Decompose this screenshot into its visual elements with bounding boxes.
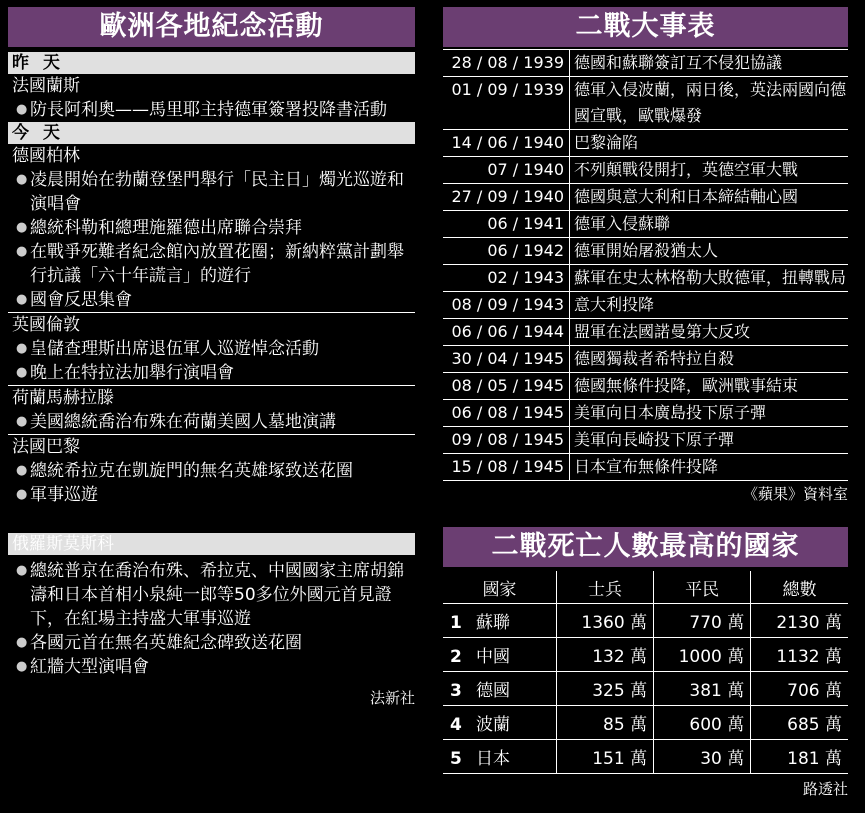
event-item bbox=[8, 98, 415, 122]
timeline-date: 06 / 08 / 1945 bbox=[443, 400, 570, 426]
event-text: 總統普京在喬治布殊、希拉克、中國國家主席胡錦濤和日本首相小泉純一郎等50多位外國元首見證下，在紅場主持盛大軍事巡遊 bbox=[30, 561, 404, 629]
country-cell bbox=[443, 706, 556, 740]
total-cell: 2130 萬 bbox=[751, 604, 848, 638]
bullet-icon: ● bbox=[16, 414, 28, 429]
yesterday-section bbox=[8, 74, 415, 122]
place-heading-moscow: 俄羅斯莫斯科 bbox=[8, 533, 415, 555]
table-row bbox=[443, 672, 848, 706]
event-item bbox=[8, 288, 415, 312]
bullet-icon: ● bbox=[16, 365, 28, 380]
timeline-date: 30 / 04 / 1945 bbox=[443, 346, 570, 372]
total-cell: 685 萬 bbox=[751, 706, 848, 740]
events-title: 歐洲各地紀念活動 bbox=[8, 7, 415, 47]
timeline-event: 德國與意大利和日本締結軸心國 bbox=[574, 187, 799, 206]
timeline-event: 德軍入侵蘇聯 bbox=[574, 214, 671, 233]
timeline-row bbox=[443, 427, 848, 454]
timeline-date: 15 / 08 / 1945 bbox=[443, 454, 570, 480]
timeline-date: 02 / 1943 bbox=[443, 265, 570, 291]
table-header-row bbox=[443, 571, 848, 604]
timeline-row bbox=[443, 211, 848, 238]
table-row bbox=[443, 604, 848, 638]
place-heading: 荷蘭馬赫拉滕 bbox=[8, 385, 415, 410]
rank-number: 1 bbox=[450, 613, 462, 633]
timeline-row bbox=[443, 265, 848, 292]
event-item bbox=[8, 655, 415, 679]
event-item bbox=[8, 168, 415, 216]
country-name: 波蘭 bbox=[476, 715, 510, 735]
soldiers-cell: 132 萬 bbox=[556, 638, 653, 672]
moscow-section bbox=[8, 559, 415, 679]
timeline-event: 德軍入侵波蘭，兩日後，英法兩國向德國宣戰，歐戰爆發 bbox=[574, 80, 847, 125]
timeline-event: 德國和蘇聯簽訂互不侵犯協議 bbox=[574, 53, 783, 72]
bullet-icon: ● bbox=[16, 244, 28, 259]
soldiers-cell: 85 萬 bbox=[556, 706, 653, 740]
bullet-icon: ● bbox=[16, 659, 28, 674]
event-text: 凌晨開始在勃蘭登堡門舉行「民主日」燭光巡遊和演唱會 bbox=[30, 170, 404, 214]
table-row bbox=[443, 638, 848, 672]
country-cell bbox=[443, 638, 556, 672]
deaths-title: 二戰死亡人數最高的國家 bbox=[443, 527, 848, 567]
event-text: 美國總統喬治布殊在荷蘭美國人墓地演講 bbox=[30, 412, 336, 432]
soldiers-cell: 151 萬 bbox=[556, 740, 653, 774]
timeline-event: 德國獨裁者希特拉自殺 bbox=[574, 349, 735, 368]
timeline-row bbox=[443, 77, 848, 130]
place-heading: 法國蘭斯 bbox=[12, 76, 80, 96]
table-row bbox=[443, 706, 848, 740]
bullet-icon: ● bbox=[16, 341, 28, 356]
timeline-event: 美軍向長崎投下原子彈 bbox=[574, 430, 735, 449]
bullet-icon: ● bbox=[16, 172, 28, 187]
event-text: 防長阿利奧——馬里耶主持德軍簽署投降書活動 bbox=[30, 100, 387, 120]
timeline-event: 德國無條件投降，歐洲戰事結束 bbox=[574, 376, 799, 395]
rank-number: 3 bbox=[450, 681, 462, 701]
timeline-event: 意大利投降 bbox=[574, 295, 655, 314]
source-credit: 法新社 bbox=[369, 689, 415, 707]
timeline-date: 09 / 08 / 1945 bbox=[443, 427, 570, 453]
timeline-event: 日本宣布無條件投降 bbox=[574, 457, 719, 476]
country-cell bbox=[443, 672, 556, 706]
event-item bbox=[8, 459, 415, 483]
event-item bbox=[8, 240, 415, 288]
timeline-row bbox=[443, 157, 848, 184]
civilians-cell: 600 萬 bbox=[654, 706, 751, 740]
timeline-row bbox=[443, 319, 848, 346]
event-item bbox=[8, 216, 415, 240]
soldiers-cell: 1360 萬 bbox=[556, 604, 653, 638]
event-text: 各國元首在無名英雄紀念碑致送花圈 bbox=[30, 633, 302, 653]
total-cell: 706 萬 bbox=[751, 672, 848, 706]
place-heading: 法國巴黎 bbox=[8, 434, 415, 459]
event-item bbox=[8, 337, 415, 361]
timeline-row bbox=[443, 184, 848, 211]
timeline-event: 蘇軍在史太林格勒大敗德軍，扭轉戰局 bbox=[574, 268, 847, 287]
timeline-table bbox=[443, 49, 848, 481]
timeline-row bbox=[443, 400, 848, 427]
timeline-date: 07 / 1940 bbox=[443, 157, 570, 183]
event-item bbox=[8, 483, 415, 507]
civilians-cell: 30 萬 bbox=[654, 740, 751, 774]
timeline-row bbox=[443, 292, 848, 319]
event-text: 國會反思集會 bbox=[30, 290, 132, 310]
soldiers-cell: 325 萬 bbox=[556, 672, 653, 706]
timeline-row bbox=[443, 130, 848, 157]
timeline-date: 08 / 09 / 1943 bbox=[443, 292, 570, 318]
bullet-icon: ● bbox=[16, 635, 28, 650]
event-text: 晚上在特拉法加舉行演唱會 bbox=[30, 363, 234, 383]
place-heading: 英國倫敦 bbox=[8, 312, 415, 337]
timeline-date: 14 / 06 / 1940 bbox=[443, 130, 570, 156]
timeline-event: 美軍向日本廣島投下原子彈 bbox=[574, 403, 767, 422]
table-row bbox=[443, 740, 848, 774]
deaths-table bbox=[443, 571, 848, 774]
timeline-date: 08 / 05 / 1945 bbox=[443, 373, 570, 399]
timeline-date: 06 / 06 / 1944 bbox=[443, 319, 570, 345]
civilians-cell: 1000 萬 bbox=[654, 638, 751, 672]
total-cell: 1132 萬 bbox=[751, 638, 848, 672]
timeline-event: 德軍開始屠殺猶太人 bbox=[574, 241, 719, 260]
right-column bbox=[443, 0, 848, 800]
event-text: 在戰爭死難者紀念館內放置花圈；新納粹黨計劃舉行抗議「六十年謊言」的遊行 bbox=[30, 242, 404, 286]
timeline-row bbox=[443, 238, 848, 265]
country-cell bbox=[443, 740, 556, 774]
today-section bbox=[8, 144, 415, 507]
rank-number: 4 bbox=[450, 715, 462, 735]
country-name: 日本 bbox=[476, 749, 510, 769]
event-item bbox=[8, 559, 415, 631]
source-credit: 《蘋果》資料室 bbox=[742, 485, 848, 503]
civilians-cell: 381 萬 bbox=[654, 672, 751, 706]
bullet-icon: ● bbox=[16, 220, 28, 235]
yesterday-label: 昨 天 bbox=[8, 52, 415, 74]
events-column bbox=[8, 0, 415, 709]
col-header: 國家 bbox=[443, 571, 556, 604]
source-credit: 路透社 bbox=[802, 780, 848, 798]
timeline-row bbox=[443, 454, 848, 481]
timeline-date: 27 / 09 / 1940 bbox=[443, 184, 570, 210]
bullet-icon: ● bbox=[16, 563, 28, 578]
bullet-icon: ● bbox=[16, 463, 28, 478]
event-item bbox=[8, 410, 415, 434]
timeline-row bbox=[443, 50, 848, 77]
event-item bbox=[8, 361, 415, 385]
country-name: 德國 bbox=[476, 681, 510, 701]
timeline-date: 28 / 08 / 1939 bbox=[443, 50, 570, 76]
timeline-date: 06 / 1942 bbox=[443, 238, 570, 264]
col-header: 士兵 bbox=[556, 571, 653, 604]
timeline-event: 不列顛戰役開打，英德空軍大戰 bbox=[574, 160, 799, 179]
timeline-row bbox=[443, 373, 848, 400]
timeline-date: 06 / 1941 bbox=[443, 211, 570, 237]
bullet-icon: ● bbox=[16, 487, 28, 502]
country-name: 蘇聯 bbox=[476, 613, 510, 633]
bullet-icon: ● bbox=[16, 102, 28, 117]
country-cell bbox=[443, 604, 556, 638]
timeline-row bbox=[443, 346, 848, 373]
bullet-icon: ● bbox=[16, 292, 28, 307]
place-heading: 德國柏林 bbox=[12, 146, 80, 166]
civilians-cell: 770 萬 bbox=[654, 604, 751, 638]
col-header: 總數 bbox=[751, 571, 848, 604]
country-name: 中國 bbox=[476, 647, 510, 667]
event-text: 紅牆大型演唱會 bbox=[30, 657, 149, 677]
total-cell: 181 萬 bbox=[751, 740, 848, 774]
rank-number: 5 bbox=[450, 749, 462, 769]
event-text: 皇儲查理斯出席退伍軍人巡遊悼念活動 bbox=[30, 339, 319, 359]
timeline-date: 01 / 09 / 1939 bbox=[443, 77, 570, 129]
event-text: 總統希拉克在凱旋門的無名英雄塚致送花圈 bbox=[30, 461, 353, 481]
event-text: 軍事巡遊 bbox=[30, 485, 98, 505]
today-label: 今 天 bbox=[8, 122, 415, 144]
event-item bbox=[8, 631, 415, 655]
timeline-event: 盟軍在法國諾曼第大反攻 bbox=[574, 322, 751, 341]
timeline-event: 巴黎淪陷 bbox=[574, 133, 639, 152]
event-text: 總統科勒和總理施羅德出席聯合崇拜 bbox=[30, 218, 302, 238]
col-header: 平民 bbox=[654, 571, 751, 604]
timeline-title: 二戰大事表 bbox=[443, 7, 848, 47]
rank-number: 2 bbox=[450, 647, 462, 667]
